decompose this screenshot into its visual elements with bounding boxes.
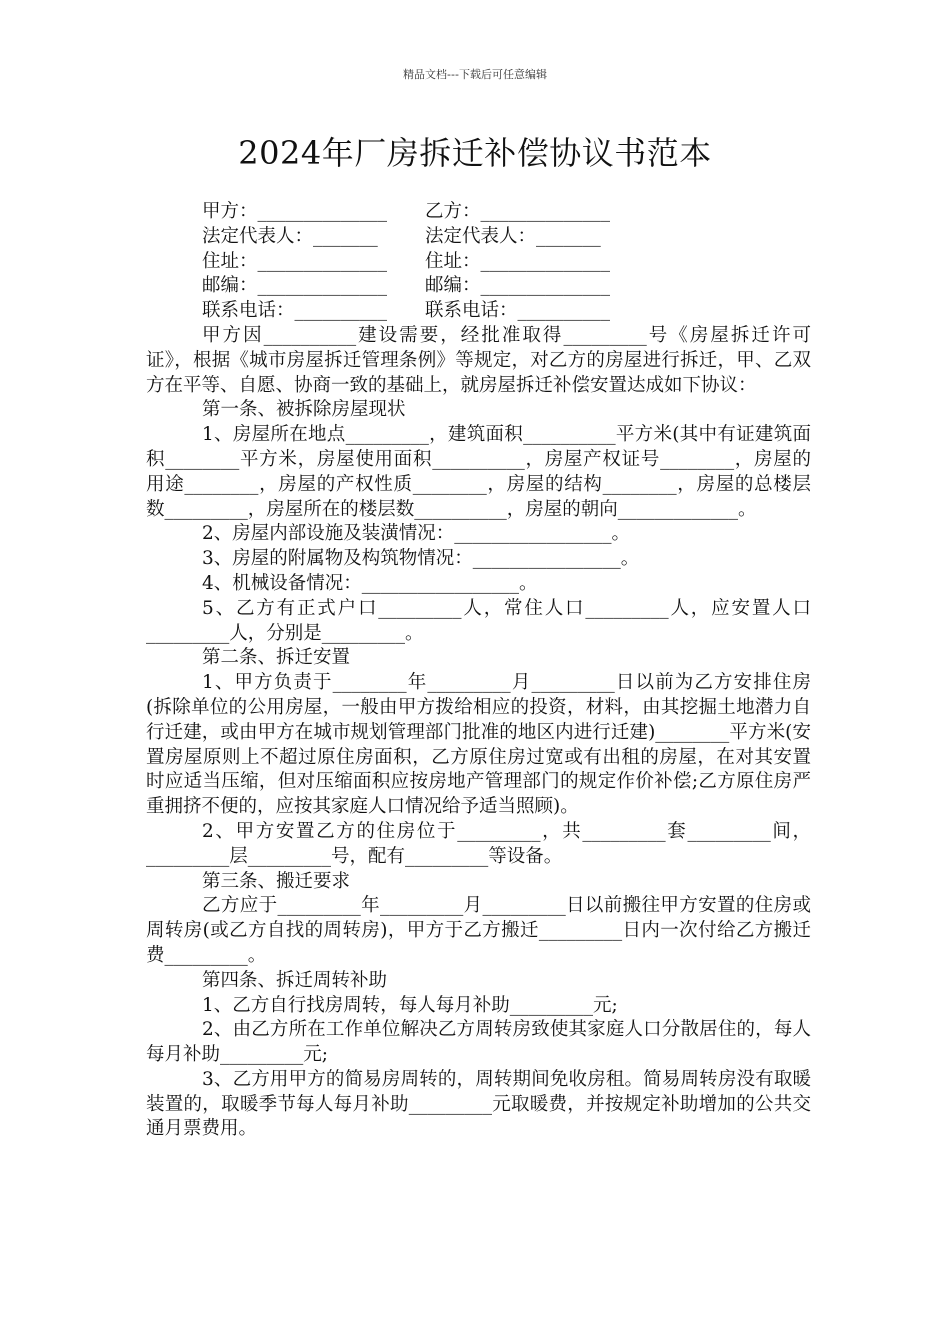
- clause-paragraph: 3、房屋的附属物及构筑物情况：________________。: [202, 548, 640, 570]
- clause-paragraph: 1、乙方自行找房周转，每人每月补助_________元;: [202, 994, 618, 1016]
- clause-paragraph: 2、由乙方所在工作单位解决乙方周转房致使其家庭人口分散居住的，每人每月补助_________元;: [146, 1019, 811, 1066]
- header-note: 精品文档---下载后可任意编辑: [403, 68, 547, 81]
- party-row: [146, 274, 811, 299]
- section-heading: 第一条、被拆除房屋现状: [202, 399, 406, 421]
- clause-paragraph: 1、甲方负责于________年_________月_________日以前为乙方安排住房(拆除单位的公用房屋，一般由甲方拨给相应的投资，材料，由其挖掘土地潜力自行迁建，或由甲方在城市规划管理部门批准的地区内进行迁建)________平方米(安置房屋原则上不超过原住房面积，乙方原住房过宽或有出租的房屋，在对其安置时应适当压缩，但对压缩面积应按房地产管理部门的规定作价补偿;乙方原住房严重拥挤不便的，应按其家庭人口情况给予适当照顾)。: [146, 672, 811, 818]
- clause-paragraph: 5、乙方有正式户口_________人，常住人口_________人，应安置人口_________人，分别是_________。: [146, 597, 811, 644]
- party-a-name: 甲方：______________: [202, 201, 388, 222]
- agreement-content: [146, 200, 811, 1142]
- party-b-phone: 联系电话：__________: [425, 300, 611, 322]
- party-info-block: [146, 200, 811, 324]
- clause-paragraph: 3、乙方用甲方的简易房周转的，周转期间免收房租。简易周转房没有取暖装置的，取暖季节每人每月补助_________元取暖费，并按规定补助增加的公共交通月票费用。: [146, 1068, 811, 1140]
- party-b-name: 乙方：______________: [425, 201, 611, 222]
- party-a-postcode: 邮编：______________: [202, 275, 388, 297]
- clause-paragraph: 甲方因__________建设需要，经批准取得_________号《房屋拆迁许可证》，根据《城市房屋拆迁管理条例》等规定，对乙方的房屋进行拆迁，甲、乙双方在平等、自愿、协商一致的基础上，就房屋拆迁补偿安置达成如下协议：: [146, 324, 811, 396]
- agreement-body: [146, 324, 811, 1142]
- clause-paragraph: 2、甲方安置乙方的住房位于_________，共_________套_________间，_________层_________号，配有_________等设备。: [146, 820, 811, 867]
- document-title: 2024年厂房拆迁补偿协议书范本: [238, 134, 712, 172]
- party-a-legal-rep: 法定代表人：_______: [202, 225, 378, 247]
- party-row: [146, 250, 811, 275]
- section-heading: 第二条、拆迁安置: [202, 647, 351, 669]
- section-heading: 第四条、拆迁周转补助: [202, 969, 388, 991]
- section-heading: 第三条、搬迁要求: [202, 870, 351, 892]
- clause-paragraph: 1、房屋所在地点_________，建筑面积__________平方米(其中有证建筑面积________平方米，房屋使用面积__________，房屋产权证号________，房屋的用途________，房屋的产权性质________，房屋的结构________，房屋的总楼层数_________，房屋所在的楼层数__________，房屋的朝向_____________。: [146, 424, 811, 520]
- party-b-legal-rep: 法定代表人：_______: [425, 225, 601, 247]
- party-a-address: 住址：______________: [202, 250, 388, 272]
- clause-paragraph: 4、机械设备情况：_________________。: [202, 572, 538, 594]
- party-b-address: 住址：______________: [425, 250, 611, 272]
- party-a-phone: 联系电话：__________: [202, 300, 388, 322]
- party-row: [146, 299, 811, 324]
- party-row: [146, 225, 811, 250]
- party-b-postcode: 邮编：______________: [425, 275, 611, 297]
- party-row: [146, 200, 811, 225]
- clause-paragraph: 2、房屋内部设施及装潢情况：_________________。: [202, 523, 631, 545]
- clause-paragraph: 乙方应于_________年_________月_________日以前搬往甲方安置的住房或周转房(或乙方自找的周转房)，甲方于乙方搬迁_________日内一次付给乙方搬迁费_________。: [146, 895, 811, 966]
